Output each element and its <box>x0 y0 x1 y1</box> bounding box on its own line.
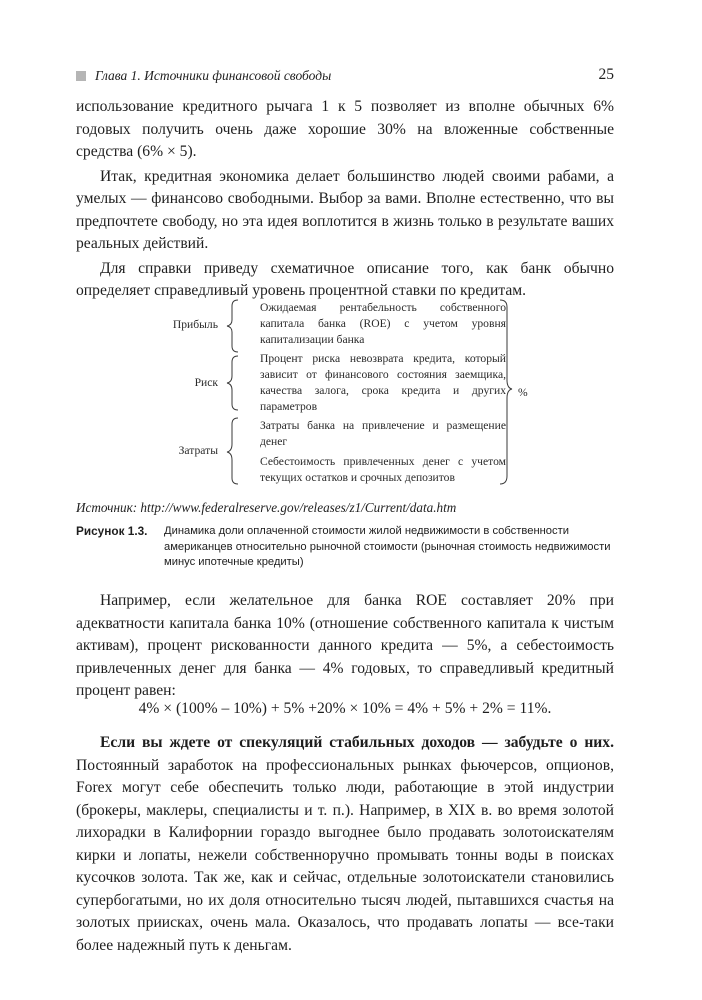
profit-brace <box>227 300 238 352</box>
figure-caption-text: Динамика доли оплаченной стоимости жилой недвижимости в собственности американцев относительно рыночной стоимости (рыночная стоимость недвижимости минус ипотечные кредиты) <box>164 525 611 568</box>
paragraph-leverage: использование кредитного рычага 1 к 5 позволяет из вполне обычных 6% годовых получить очень даже хорошие 30% на вложенные собственные средства (6% × 5). <box>76 98 614 160</box>
risk-label: Риск <box>194 376 218 389</box>
risk-text: Процент риска невозврата кредита, который зависит от финансового состояния заемщика, качества залога, срока кредита и других параметров <box>260 352 506 413</box>
formula: 4% × (100% – 10%) + 5% +20% × 10% = 4% + 5% + 2% = 11%. <box>138 700 552 717</box>
costs-label: Затраты <box>178 444 218 457</box>
risk-brace <box>227 356 238 410</box>
paragraph-speculation-body: Постоянный заработок на профессиональных рынках фьючерсов, опционов, Forex могут себе обеспечить только люди, работающие в этой индустрии (брокеры, маклеры, специалисты и т. п.). Например, в XIX в. во время золотой лихорадки в Калифорнии гораздо выгоднее было продавать золотоискателям кирки и лопаты, нежели собственноручно промывать тонны воды в поисках кусочков золота. Так же, как и сейчас, отдельные золотоискатели становились супербогатыми, но их доля относительно тысяч людей, пытавшихся счастья на золотых приисках, очень мала. Оказалось, что продавать лопаты — все-таки более надежный путь к деньгам. <box>76 756 614 954</box>
interest-rate-diagram <box>160 296 560 496</box>
paragraph-speculation <box>76 732 614 957</box>
speculation-text <box>76 732 614 959</box>
costs-brace <box>227 418 238 484</box>
running-header <box>76 67 614 89</box>
example-text <box>76 590 614 705</box>
paragraph-reference: Для справки приведу схематичное описание того, как банк обычно определяет справедливый уровень процентной ставки по кредитам. <box>76 259 614 299</box>
source-line: Источник: http://www.federalreserve.gov/releases/z1/Current/data.htm <box>76 500 457 515</box>
figure-label: Рисунок 1.3. <box>76 524 148 538</box>
bold-lead: Если вы ждете от спекуляций стабильных доходов — забудьте о них. <box>100 734 614 751</box>
page-number: 25 <box>598 66 614 83</box>
costs-text-1: Затраты банка на привлечение и размещение денег <box>260 419 506 448</box>
profit-text: Ожидаемая рентабельность собственного капитала банка (ROE) с учетом уровня капитализации банка <box>260 301 506 346</box>
percent-result: % <box>518 386 528 399</box>
paragraph-example: Например, если желательное для банка ROE составляет 20% при адекватности капитала банка 10% (отношение собственного капитала к чистым активам), процент рискованности данного кредита — 5%, а себестоимость привлеченных денег для банка — 4% годовых, то справедливый кредитный процент равен: <box>76 592 614 699</box>
paragraph-credit-economy: Итак, кредитная экономика делает большинство людей своими рабами, а умелых — финансово свободными. Выбор за вами. Вполне естественно, что вы предпочтете свободу, но эта идея воплотится в жизнь только в результате ваших реальных действий. <box>76 167 614 252</box>
header-square-icon <box>76 71 86 81</box>
opening-text <box>76 96 614 305</box>
profit-label: Прибыль <box>172 318 218 331</box>
chapter-title: Глава 1. Источники финансовой свободы <box>95 68 332 83</box>
costs-text-2: Себестоимость привлеченных денег с учетом текущих остатков и срочных депозитов <box>260 455 506 484</box>
